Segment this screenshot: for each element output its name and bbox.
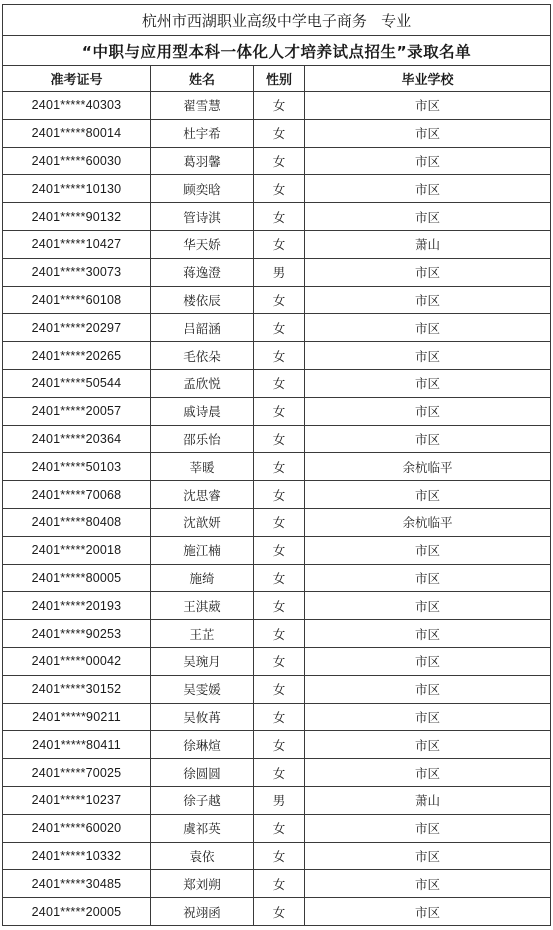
cell-gender: 女 xyxy=(254,898,305,926)
cell-exam-id: 2401*****20193 xyxy=(3,592,151,620)
cell-gender: 女 xyxy=(254,147,305,175)
cell-school: 市区 xyxy=(305,536,551,564)
cell-student-name: 华天娇 xyxy=(151,230,254,258)
cell-gender: 女 xyxy=(254,620,305,648)
cell-gender: 女 xyxy=(254,647,305,675)
table-row xyxy=(3,898,551,926)
table-row xyxy=(3,814,551,842)
cell-gender: 女 xyxy=(254,397,305,425)
cell-exam-id: 2401*****80014 xyxy=(3,119,151,147)
cell-exam-id: 2401*****20265 xyxy=(3,342,151,370)
table-row xyxy=(3,536,551,564)
cell-student-name: 顾奕晗 xyxy=(151,175,254,203)
cell-school: 市区 xyxy=(305,119,551,147)
table-row xyxy=(3,703,551,731)
cell-exam-id: 2401*****60030 xyxy=(3,147,151,175)
cell-gender: 女 xyxy=(254,425,305,453)
cell-student-name: 蒋逸澄 xyxy=(151,258,254,286)
cell-school: 市区 xyxy=(305,425,551,453)
cell-student-name: 沈歆妍 xyxy=(151,508,254,536)
cell-school: 市区 xyxy=(305,675,551,703)
table-row xyxy=(3,397,551,425)
cell-school: 市区 xyxy=(305,175,551,203)
table-row xyxy=(3,759,551,787)
cell-gender: 女 xyxy=(254,703,305,731)
table-row xyxy=(3,369,551,397)
cell-exam-id: 2401*****20018 xyxy=(3,536,151,564)
cell-school: 余杭临平 xyxy=(305,508,551,536)
cell-school: 市区 xyxy=(305,703,551,731)
cell-gender: 女 xyxy=(254,369,305,397)
cell-exam-id: 2401*****80005 xyxy=(3,564,151,592)
cell-gender: 男 xyxy=(254,258,305,286)
cell-school: 市区 xyxy=(305,92,551,120)
table-row xyxy=(3,258,551,286)
column-header-school: 毕业学校 xyxy=(305,66,551,92)
cell-school: 市区 xyxy=(305,814,551,842)
cell-exam-id: 2401*****20005 xyxy=(3,898,151,926)
cell-school: 市区 xyxy=(305,564,551,592)
title-row xyxy=(3,5,551,36)
cell-exam-id: 2401*****90253 xyxy=(3,620,151,648)
cell-school: 市区 xyxy=(305,342,551,370)
cell-student-name: 吴雯媛 xyxy=(151,675,254,703)
cell-gender: 女 xyxy=(254,508,305,536)
cell-exam-id: 2401*****80411 xyxy=(3,731,151,759)
cell-gender: 女 xyxy=(254,119,305,147)
table-row xyxy=(3,842,551,870)
column-header-row xyxy=(3,66,551,92)
cell-gender: 女 xyxy=(254,175,305,203)
cell-exam-id: 2401*****10130 xyxy=(3,175,151,203)
cell-student-name: 施绮 xyxy=(151,564,254,592)
cell-exam-id: 2401*****20364 xyxy=(3,425,151,453)
table-row xyxy=(3,786,551,814)
table-row xyxy=(3,508,551,536)
table-row xyxy=(3,175,551,203)
cell-gender: 女 xyxy=(254,564,305,592)
cell-school: 市区 xyxy=(305,147,551,175)
table-row xyxy=(3,342,551,370)
cell-school: 市区 xyxy=(305,481,551,509)
cell-student-name: 袁依 xyxy=(151,842,254,870)
cell-gender: 女 xyxy=(254,92,305,120)
cell-student-name: 楼依辰 xyxy=(151,286,254,314)
cell-gender: 女 xyxy=(254,592,305,620)
table-row xyxy=(3,286,551,314)
cell-student-name: 虞祁英 xyxy=(151,814,254,842)
cell-student-name: 吕韶涵 xyxy=(151,314,254,342)
cell-gender: 女 xyxy=(254,842,305,870)
cell-school: 市区 xyxy=(305,369,551,397)
cell-gender: 女 xyxy=(254,731,305,759)
cell-school: 市区 xyxy=(305,620,551,648)
cell-school: 市区 xyxy=(305,286,551,314)
table-row xyxy=(3,675,551,703)
cell-student-name: 祝翊函 xyxy=(151,898,254,926)
cell-exam-id: 2401*****10332 xyxy=(3,842,151,870)
cell-gender: 女 xyxy=(254,230,305,258)
cell-school: 萧山 xyxy=(305,786,551,814)
cell-gender: 女 xyxy=(254,286,305,314)
table-row xyxy=(3,92,551,120)
table-row xyxy=(3,647,551,675)
cell-exam-id: 2401*****30073 xyxy=(3,258,151,286)
cell-gender: 女 xyxy=(254,814,305,842)
table-row xyxy=(3,147,551,175)
cell-gender: 女 xyxy=(254,342,305,370)
cell-exam-id: 2401*****60020 xyxy=(3,814,151,842)
cell-gender: 女 xyxy=(254,870,305,898)
table-row xyxy=(3,481,551,509)
table-row xyxy=(3,314,551,342)
cell-student-name: 王淇葳 xyxy=(151,592,254,620)
column-header-name: 姓名 xyxy=(151,66,254,92)
admission-table xyxy=(2,4,551,926)
document-subtitle: “中职与应用型本科一体化人才培养试点招生”录取名单 xyxy=(3,36,551,66)
cell-gender: 女 xyxy=(254,536,305,564)
cell-student-name: 翟雪慧 xyxy=(151,92,254,120)
admission-list-sheet xyxy=(2,4,550,926)
cell-student-name: 杜宇希 xyxy=(151,119,254,147)
table-row xyxy=(3,592,551,620)
cell-exam-id: 2401*****30152 xyxy=(3,675,151,703)
cell-school: 余杭临平 xyxy=(305,453,551,481)
cell-exam-id: 2401*****70025 xyxy=(3,759,151,787)
cell-exam-id: 2401*****00042 xyxy=(3,647,151,675)
cell-student-name: 徐琳煊 xyxy=(151,731,254,759)
cell-school: 市区 xyxy=(305,592,551,620)
cell-school: 市区 xyxy=(305,203,551,231)
cell-exam-id: 2401*****10237 xyxy=(3,786,151,814)
cell-student-name: 孟欣悦 xyxy=(151,369,254,397)
cell-student-name: 邵乐怡 xyxy=(151,425,254,453)
cell-school: 市区 xyxy=(305,731,551,759)
cell-gender: 女 xyxy=(254,481,305,509)
subtitle-row xyxy=(3,36,551,66)
cell-school: 市区 xyxy=(305,870,551,898)
cell-student-name: 沈思睿 xyxy=(151,481,254,509)
cell-student-name: 徐圆圆 xyxy=(151,759,254,787)
table-row xyxy=(3,203,551,231)
cell-gender: 女 xyxy=(254,314,305,342)
cell-school: 市区 xyxy=(305,898,551,926)
cell-exam-id: 2401*****30485 xyxy=(3,870,151,898)
table-row xyxy=(3,620,551,648)
cell-exam-id: 2401*****40303 xyxy=(3,92,151,120)
cell-gender: 女 xyxy=(254,759,305,787)
cell-school: 萧山 xyxy=(305,230,551,258)
table-row xyxy=(3,425,551,453)
cell-exam-id: 2401*****20057 xyxy=(3,397,151,425)
cell-student-name: 戚诗晨 xyxy=(151,397,254,425)
table-row xyxy=(3,870,551,898)
cell-school: 市区 xyxy=(305,759,551,787)
cell-student-name: 徐子越 xyxy=(151,786,254,814)
column-header-exam-id: 准考证号 xyxy=(3,66,151,92)
cell-student-name: 毛依朵 xyxy=(151,342,254,370)
cell-gender: 女 xyxy=(254,675,305,703)
cell-student-name: 吴琬月 xyxy=(151,647,254,675)
cell-student-name: 葛羽馨 xyxy=(151,147,254,175)
cell-exam-id: 2401*****50103 xyxy=(3,453,151,481)
table-row xyxy=(3,564,551,592)
cell-student-name: 莘暖 xyxy=(151,453,254,481)
cell-exam-id: 2401*****20297 xyxy=(3,314,151,342)
cell-exam-id: 2401*****90132 xyxy=(3,203,151,231)
column-header-gender: 性别 xyxy=(254,66,305,92)
cell-exam-id: 2401*****90211 xyxy=(3,703,151,731)
cell-school: 市区 xyxy=(305,314,551,342)
cell-student-name: 郑刘朔 xyxy=(151,870,254,898)
cell-student-name: 王芷 xyxy=(151,620,254,648)
cell-student-name: 吴攸苒 xyxy=(151,703,254,731)
cell-student-name: 施江楠 xyxy=(151,536,254,564)
document-title: 杭州市西湖职业高级中学电子商务 专业 xyxy=(3,5,551,36)
table-row xyxy=(3,230,551,258)
cell-school: 市区 xyxy=(305,842,551,870)
cell-gender: 女 xyxy=(254,203,305,231)
table-row xyxy=(3,731,551,759)
cell-school: 市区 xyxy=(305,647,551,675)
table-body xyxy=(3,92,551,926)
cell-exam-id: 2401*****80408 xyxy=(3,508,151,536)
cell-school: 市区 xyxy=(305,258,551,286)
cell-exam-id: 2401*****10427 xyxy=(3,230,151,258)
cell-gender: 女 xyxy=(254,453,305,481)
table-row xyxy=(3,119,551,147)
cell-school: 市区 xyxy=(305,397,551,425)
cell-exam-id: 2401*****50544 xyxy=(3,369,151,397)
cell-gender: 男 xyxy=(254,786,305,814)
table-row xyxy=(3,453,551,481)
cell-student-name: 管诗淇 xyxy=(151,203,254,231)
cell-exam-id: 2401*****70068 xyxy=(3,481,151,509)
cell-exam-id: 2401*****60108 xyxy=(3,286,151,314)
